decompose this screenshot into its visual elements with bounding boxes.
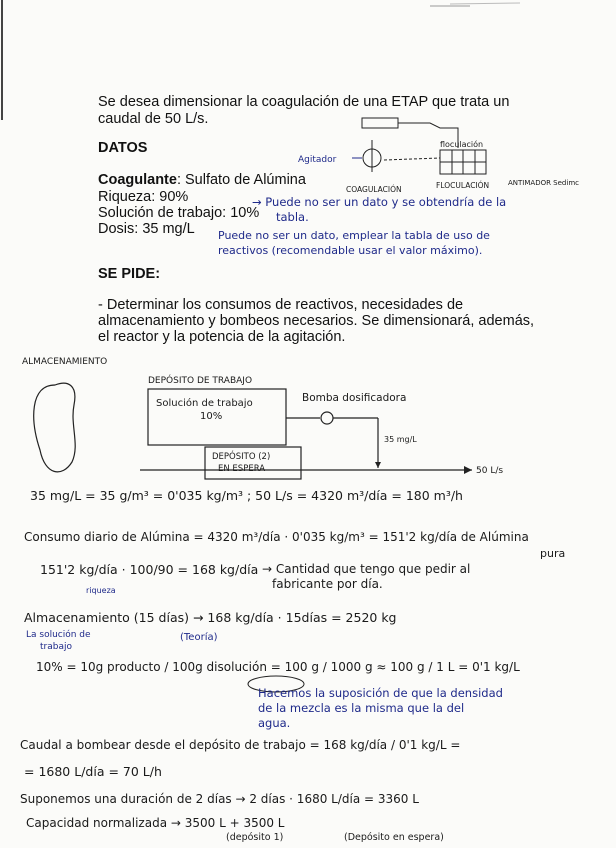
solucion-trabajo-label-2: 10% [200, 411, 223, 422]
deposito-espera-label-2: EN ESPERA [218, 464, 266, 474]
calc-line-9: Capacidad normalizada → 3500 L + 3500 L [26, 816, 285, 830]
sketch-floculacion-top-label: floculación [440, 140, 484, 149]
note-solucion-1: → Puede no ser un dato y se obtendría de la [252, 195, 507, 209]
intro-line-2: caudal de 50 L/s. [98, 111, 209, 127]
note-dosis-2: reactivos (recomendable usar el valor máximo). [218, 244, 483, 257]
coagulante-label: Coagulante [98, 172, 177, 188]
sketch-decantador-label: ANTIMADOR Sedimc [508, 179, 579, 187]
calc-line-4: Almacenamiento (15 días) → 168 kg/día · 15días = 2520 kg [24, 610, 397, 625]
solucion-de-1: La solución de [26, 630, 91, 640]
calc-line-3: 151'2 kg/día · 100/90 = 168 kg/día [40, 562, 259, 577]
sketch-agitador-label: Agitador [298, 155, 337, 165]
deposito-trabajo-label: DEPÓSITO DE TRABAJO [148, 376, 253, 386]
pide-line-1: - Determinar los consumos de reactivos, necesidades de [98, 297, 464, 313]
calc-line-2: Consumo diario de Alúmina = 4320 m³/día · 0'035 kg/m³ = 151'2 kg/día de Alúmina [24, 530, 529, 544]
note-dosis-1: Puede no ser un dato, emplear la tabla de uso de [218, 229, 490, 242]
calc-line-3-note-2: fabricante por día. [272, 577, 383, 591]
pide-line-3: el reactor y la potencia de la agitación. [98, 329, 346, 345]
calc-line-6: Caudal a bombear desde el depósito de trabajo = 168 kg/día / 0'1 kg/L = [20, 738, 461, 752]
flow-50-label: 50 L/s [476, 466, 504, 476]
calc-line-1: 35 mg/L = 35 g/m³ = 0'035 kg/m³ ; 50 L/s = 4320 m³/día = 180 m³/h [30, 488, 463, 503]
bomba-label: Bomba dosificadora [302, 392, 407, 404]
deposito-espera-label-1: DEPÓSITO (2) [212, 452, 271, 462]
calc-line-7: = 1680 L/día = 70 L/h [24, 764, 162, 779]
pide-heading: SE PIDE: [98, 266, 161, 282]
riqueza-line: Riqueza: 90% [98, 189, 189, 205]
flow-35-label: 35 mg/L [384, 435, 417, 444]
calc-line-9-b: (Depósito en espera) [344, 832, 444, 843]
calc-line-5-note-1: Hacemos la suposición de que la densidad [258, 686, 503, 700]
note-solucion-2: tabla. [276, 210, 309, 224]
calc-line-3-note: → Cantidad que tengo que pedir al [262, 562, 471, 576]
teoria-tag: (Teoría) [180, 632, 218, 643]
calc-line-5-note-2: de la mezcla es la misma que la del [258, 701, 465, 715]
pide-line-2: almacenamiento y bombeos necesarios. Se dimensionará, además, [98, 313, 535, 329]
solucion-trabajo-label-1: Solución de trabajo [156, 398, 253, 409]
solucion-de-2: trabajo [40, 642, 72, 652]
sketch-floculacion-label: FLOCULACIÓN [436, 181, 490, 190]
calc-line-2b: pura [540, 547, 566, 560]
intro-line-1: Se desea dimensionar la coagulación de una ETAP que trata un [98, 94, 510, 110]
sketch-coagulacion-label: COAGULACIÓN [346, 185, 402, 194]
calc-line-5-note-3: agua. [258, 716, 291, 730]
solucion-line: Solución de trabajo: 10% [98, 205, 260, 221]
calc-line-5: 10% = 10g producto / 100g disolución = 100 g / 1000 g ≈ 100 g / 1 L = 0'1 kg/L [36, 660, 520, 674]
calc-line-9-a: (depósito 1) [226, 832, 284, 843]
coagulante-value: : Sulfato de Alúmina [176, 172, 306, 188]
calc-line-8: Suponemos una duración de 2 días → 2 días · 1680 L/día = 3360 L [20, 792, 419, 806]
datos-heading: DATOS [98, 140, 148, 156]
dosis-line: Dosis: 35 mg/L [98, 221, 195, 237]
riqueza-tag: riqueza [86, 586, 116, 595]
almacenamiento-label: ALMACENAMIENTO [22, 357, 108, 367]
